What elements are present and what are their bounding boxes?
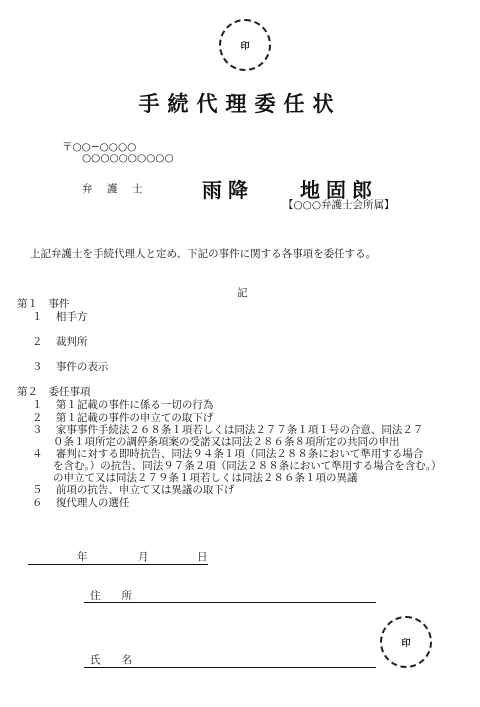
seal-stamp-bottom: [380, 616, 432, 668]
section2-item-3: [32, 424, 423, 437]
name-underline: [84, 667, 376, 668]
item-text: 第１記載の事件に係る一切の行為: [55, 399, 214, 411]
item-text-line: 審判に対する即時抗告、同法９４条１項（同法２８８条において準用する場合: [55, 448, 424, 460]
delegation-statement: 上記弁護士を手続代理人と定め、下記の事件に関する各事項を委任する。: [30, 248, 377, 260]
item-number: ３: [32, 424, 43, 436]
item-text: 第１記載の事件の申立ての取下げ: [55, 412, 214, 424]
item-number: ２: [32, 336, 43, 348]
postal-code: 〒○○−○○○○: [62, 141, 137, 153]
date-day: 日: [197, 551, 208, 563]
item-number: ４: [32, 448, 43, 460]
date-month: 月: [138, 551, 149, 563]
section1-item-1: [32, 311, 87, 324]
date-year: 年: [77, 551, 88, 563]
attorney-given-name: 地固郎: [300, 178, 378, 202]
attorney-label: 弁 護 士: [82, 183, 145, 195]
item-text: 復代理人の選任: [55, 497, 130, 509]
address-underline: [84, 602, 376, 603]
signature-name-label: 氏 名: [90, 654, 132, 666]
item-number: ３: [32, 361, 43, 373]
attorney-surname: 雨降: [202, 178, 254, 202]
item-number: ２: [32, 412, 43, 424]
section2-heading: 第２ 委任事項: [17, 386, 91, 398]
item-number: １: [32, 311, 43, 323]
section1-heading: 第１ 事件: [17, 298, 70, 310]
signature-address-label: 住 所: [90, 590, 132, 602]
item-text: 事件の表示: [55, 361, 109, 373]
attorney-affiliation: 【○○○弁護士会所属】: [283, 199, 395, 211]
section1-item-3: [32, 361, 108, 374]
section2-item-1: [32, 399, 213, 412]
item-text: 前項の抗告、申立て又は異議の取下げ: [55, 484, 235, 496]
item-number: ６: [32, 497, 43, 509]
section2-item-2: [32, 412, 213, 425]
item-text: 相手方: [55, 311, 88, 323]
ki-heading: 記: [237, 287, 248, 299]
document-title: 手続代理委任状: [138, 92, 342, 116]
seal-label: 印: [240, 41, 250, 52]
address-line: ○○○○○○○○○○: [82, 152, 174, 164]
section2-item-6: [32, 497, 129, 510]
date-underline: [28, 564, 208, 565]
section2-item-3-cont: ０条１項所定の調停条項案の受諾又は同法２８６条８項所定の共同の申出: [53, 436, 400, 448]
section2-item-4: [32, 448, 423, 461]
item-text: 裁判所: [55, 336, 88, 348]
seal-label: 印: [401, 638, 411, 649]
item-number: ５: [32, 484, 43, 496]
section2-item-4-cont2: の申立て又は同法２７９条１項若しくは同法２８６条１項の異議: [53, 472, 358, 484]
section2-item-5: [32, 484, 234, 497]
item-number: １: [32, 399, 43, 411]
section2-item-4-cont1: を含む。）の抗告、同法９７条２項（同法２８８条において準用する場合を含む。）: [53, 460, 442, 472]
item-text-line: 家事事件手続法２６８条１項若しくは同法２７７条１項１号の合意、同法２７: [55, 424, 424, 436]
section1-item-2: [32, 336, 87, 349]
seal-stamp-top: [219, 19, 271, 71]
